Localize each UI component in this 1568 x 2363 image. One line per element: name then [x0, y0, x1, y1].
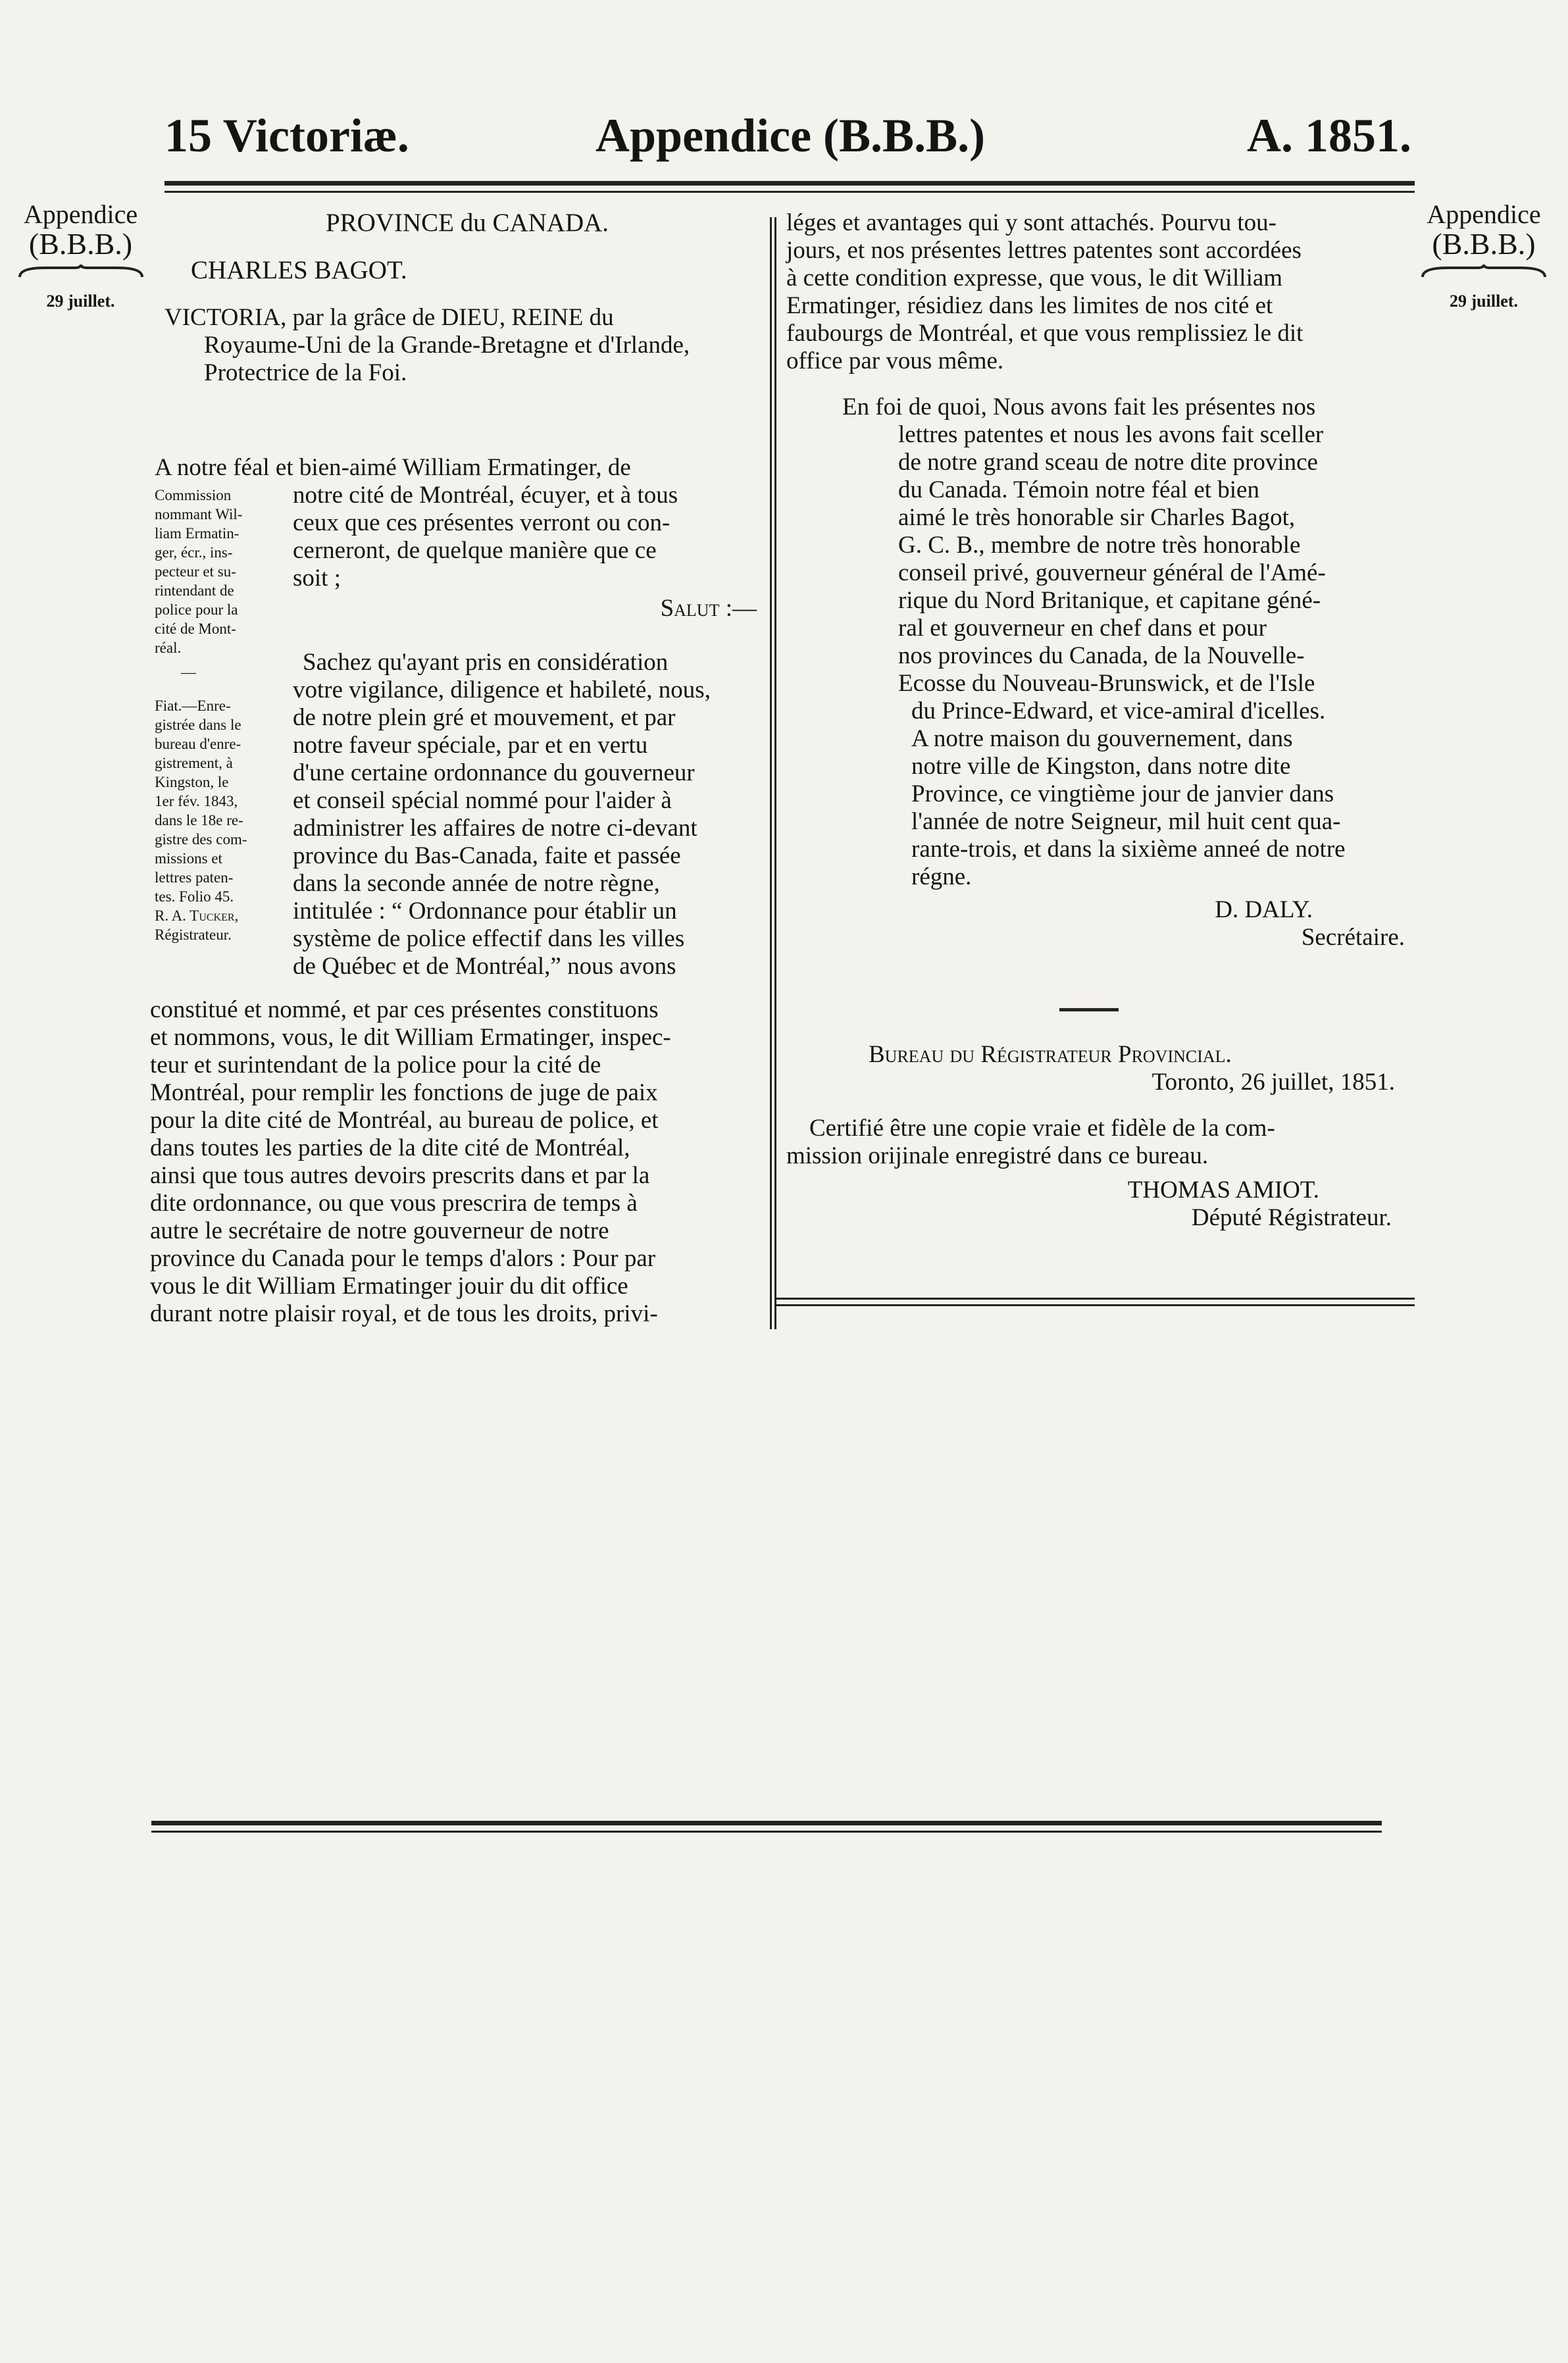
header-session: 15 Victoriæ.	[164, 109, 409, 162]
text-line: du Prince-Edward, et vice-amiral d'icelles.	[911, 698, 1326, 724]
sidenote-line: Fiat.—Enre-	[155, 698, 231, 714]
text-line: Ermatinger, résidiez dans les limites de nos cité et	[786, 292, 1273, 319]
text-line: système de police effectif dans les villes	[293, 925, 685, 952]
text-line: province du Bas-Canada, faite et passée	[293, 842, 681, 869]
sidenote-line: cité de Mont-	[155, 621, 236, 637]
signature-daly-title: Secrétaire.	[1301, 924, 1405, 951]
text-line: vous le dit William Ermatinger jouir du dit office	[150, 1273, 628, 1300]
text-line: notre ville de Kingston, dans notre dite	[911, 753, 1291, 780]
sidenote-line: R. A. Tucker,	[155, 907, 239, 924]
text-line: administrer les affaires de notre ci-devant	[293, 815, 697, 842]
victoria-line: VICTORIA, par la grâce de DIEU, REINE du	[164, 304, 614, 331]
sidenote-line: Régistrateur.	[155, 927, 232, 943]
salut: Salut :—	[660, 595, 757, 622]
victoria-line: Royaume-Uni de la Grande-Bretagne et d'Irlande,	[204, 332, 690, 359]
sidenote-line: tes. Folio 45.	[155, 888, 234, 905]
text-line: notre cité de Montréal, écuyer, et à tous	[293, 482, 678, 509]
separator-dash	[1059, 1008, 1119, 1011]
text-line: rante-trois, et dans la sixième anneé de notre	[911, 836, 1346, 863]
governor-name: CHARLES BAGOT.	[191, 256, 407, 284]
column-divider	[770, 217, 772, 1329]
header-title: Appendice (B.B.B.)	[595, 109, 986, 162]
margin-date: 29 juillet.	[1450, 292, 1518, 311]
text-line: ral et gouverneur en chef dans et pour	[898, 615, 1267, 642]
text-line: A notre maison du gouvernement, dans	[911, 725, 1293, 752]
left-column-indented	[293, 482, 770, 980]
sidenote-line: réal.	[155, 640, 182, 656]
text-line: rique du Nord Britanique, et capitane géné-	[898, 587, 1321, 614]
text-line: conseil privé, gouverneur général de l'Amé-	[898, 559, 1326, 586]
text-line: cerneront, de quelque manière que ce	[293, 537, 657, 564]
footer-rule-thick	[151, 1821, 1382, 1825]
sidenote-line: missions et	[155, 850, 222, 867]
header-year: A. 1851.	[1247, 109, 1411, 162]
sidenote-commission	[155, 486, 286, 682]
place-date: Toronto, 26 juillet, 1851.	[1151, 1069, 1395, 1096]
sidenote-line: dans le 18e re-	[155, 812, 243, 828]
margin-appendice: Appendice	[1427, 199, 1541, 229]
header-rule-thick	[164, 181, 1415, 186]
text-line: nos provinces du Canada, de la Nouvelle-	[898, 642, 1305, 669]
brace-icon	[18, 264, 143, 278]
text-line: lettres patentes et nous les avons fait sceller	[898, 421, 1324, 448]
column-end-rule-2	[776, 1304, 1415, 1306]
text-line: de Québec et de Montréal,” nous avons	[293, 953, 676, 980]
text-line: teur et surintendant de la police pour la cité de	[150, 1052, 601, 1079]
sidenote-line: gistrement, à	[155, 755, 233, 771]
text-line: votre vigilance, diligence et habileté, nous,	[293, 676, 711, 703]
text-line: Certifié être une copie vraie et fidèle de la com-	[809, 1115, 1275, 1142]
text-line: dans la seconde année de notre règne,	[293, 870, 660, 897]
sidenote-line: gistre des com-	[155, 831, 247, 848]
text-line: En foi de quoi, Nous avons fait les présentes nos	[842, 394, 1316, 420]
margin-bbb: (B.B.B.)	[28, 227, 133, 261]
province-heading: PROVINCE du CANADA.	[325, 209, 609, 237]
bureau-heading: Bureau du Régistrateur Provincial.	[869, 1041, 1232, 1068]
victoria-line: Protectrice de la Foi.	[204, 359, 407, 386]
column-divider-2	[774, 217, 776, 1329]
left-margin-note	[13, 201, 148, 311]
sidenote-line: rintendant de	[155, 582, 234, 599]
sidenote-line: liam Ermatin-	[155, 525, 240, 542]
text-line: ainsi que tous autres devoirs prescrits dans et par la	[150, 1162, 650, 1189]
text-line: de notre plein gré et mouvement, et par	[293, 704, 676, 731]
text-line: ceux que ces présentes verront ou con-	[293, 509, 670, 536]
text-line: et nommons, vous, le dit William Ermatinger, inspec-	[150, 1024, 671, 1051]
text-line: de notre grand sceau de notre dite province	[898, 449, 1318, 476]
text-line: du Canada. Témoin notre féal et bien	[898, 476, 1259, 503]
signature-amiot-title: Député Régistrateur.	[1191, 1204, 1392, 1231]
text-line: léges et avantages qui y sont attachés. Pourvu tou-	[786, 209, 1277, 236]
right-column	[786, 209, 1411, 952]
attestation-block	[786, 421, 1411, 891]
text-line: durant notre plaisir royal, et de tous les droits, privi-	[150, 1300, 658, 1327]
text-line: dite ordonnance, ou que vous prescrira de temps à	[150, 1190, 638, 1217]
para1-first-line	[155, 454, 770, 482]
text-line: mission orijinale enregistré dans ce bureau.	[786, 1142, 1209, 1169]
sidenote-line: Commission	[155, 487, 232, 503]
text-line: province du Canada pour le temps d'alors : Pour par	[150, 1245, 656, 1272]
right-column-certificate	[786, 1041, 1411, 1232]
text-line: Sachez qu'ayant pris en considération	[303, 649, 669, 676]
text-line: soit ;	[293, 565, 341, 592]
text-line: et conseil spécial nommé pour l'aider à	[293, 787, 672, 814]
text-line: A notre féal et bien-aimé William Ermatinger, de	[155, 454, 631, 481]
signature-amiot: THOMAS AMIOT.	[1127, 1177, 1319, 1204]
sidenote-line: nommant Wil-	[155, 506, 243, 522]
column-end-rule	[776, 1298, 1415, 1300]
text-line: jours, et nos présentes lettres patentes sont accordées	[786, 237, 1302, 264]
text-line: G. C. B., membre de notre très honorable	[898, 532, 1301, 559]
text-line: aimé le très honorable sir Charles Bagot,	[898, 504, 1296, 531]
text-line: d'une certaine ordonnance du gouverneur	[293, 759, 695, 786]
text-line: Ecosse du Nouveau-Brunswick, et de l'Isle	[898, 670, 1315, 697]
left-column-top	[164, 209, 770, 387]
sidenote-line: gistrée dans le	[155, 717, 241, 733]
footer-rule-thin	[151, 1831, 1382, 1833]
margin-appendice: Appendice	[23, 199, 138, 229]
sidenote-fiat	[155, 696, 286, 944]
sidenote-line: Kingston, le	[155, 774, 229, 790]
sidenote-line: lettres paten-	[155, 869, 234, 886]
margin-bbb: (B.B.B.)	[1432, 227, 1536, 261]
margin-date: 29 juillet.	[46, 292, 115, 311]
text-line: Province, ce vingtième jour de janvier dans	[911, 780, 1334, 807]
sidenote-line: 1er fév. 1843,	[155, 793, 238, 809]
sidenote-line: ger, écr., ins-	[155, 544, 233, 561]
text-line: dans toutes les parties de la dite cité de Montréal,	[150, 1134, 630, 1161]
text-line: régne.	[911, 863, 972, 890]
left-column-bottom	[150, 996, 770, 1328]
text-line: autre le secrétaire de notre gouverneur de notre	[150, 1217, 609, 1244]
sidenote-line: bureau d'enre-	[155, 736, 241, 752]
text-line: office par vous même.	[786, 347, 1004, 374]
brace-icon	[1421, 264, 1546, 278]
text-line: intitulée : “ Ordonnance pour établir un	[293, 898, 677, 925]
text-line: constitué et nommé, et par ces présentes constituons	[150, 996, 659, 1023]
right-margin-note	[1415, 201, 1553, 311]
sidenote-line: police pour la	[155, 601, 238, 618]
text-line: faubourgs de Montréal, et que vous remplissiez le dit	[786, 320, 1303, 347]
text-line: l'année de notre Seigneur, mil huit cent qua-	[911, 808, 1341, 835]
text-line: notre faveur spéciale, par et en vertu	[293, 732, 648, 759]
sidenote-dash: —	[181, 664, 196, 680]
signature-daly: D. DALY.	[1215, 896, 1313, 923]
text-line: pour la dite cité de Montréal, au bureau de police, et	[150, 1107, 659, 1134]
text-line: à cette condition expresse, que vous, le dit William	[786, 265, 1283, 292]
sidenote-line: pecteur et su-	[155, 563, 236, 580]
header-rule-thin	[164, 191, 1415, 193]
text-line: Montréal, pour remplir les fonctions de juge de paix	[150, 1079, 658, 1106]
